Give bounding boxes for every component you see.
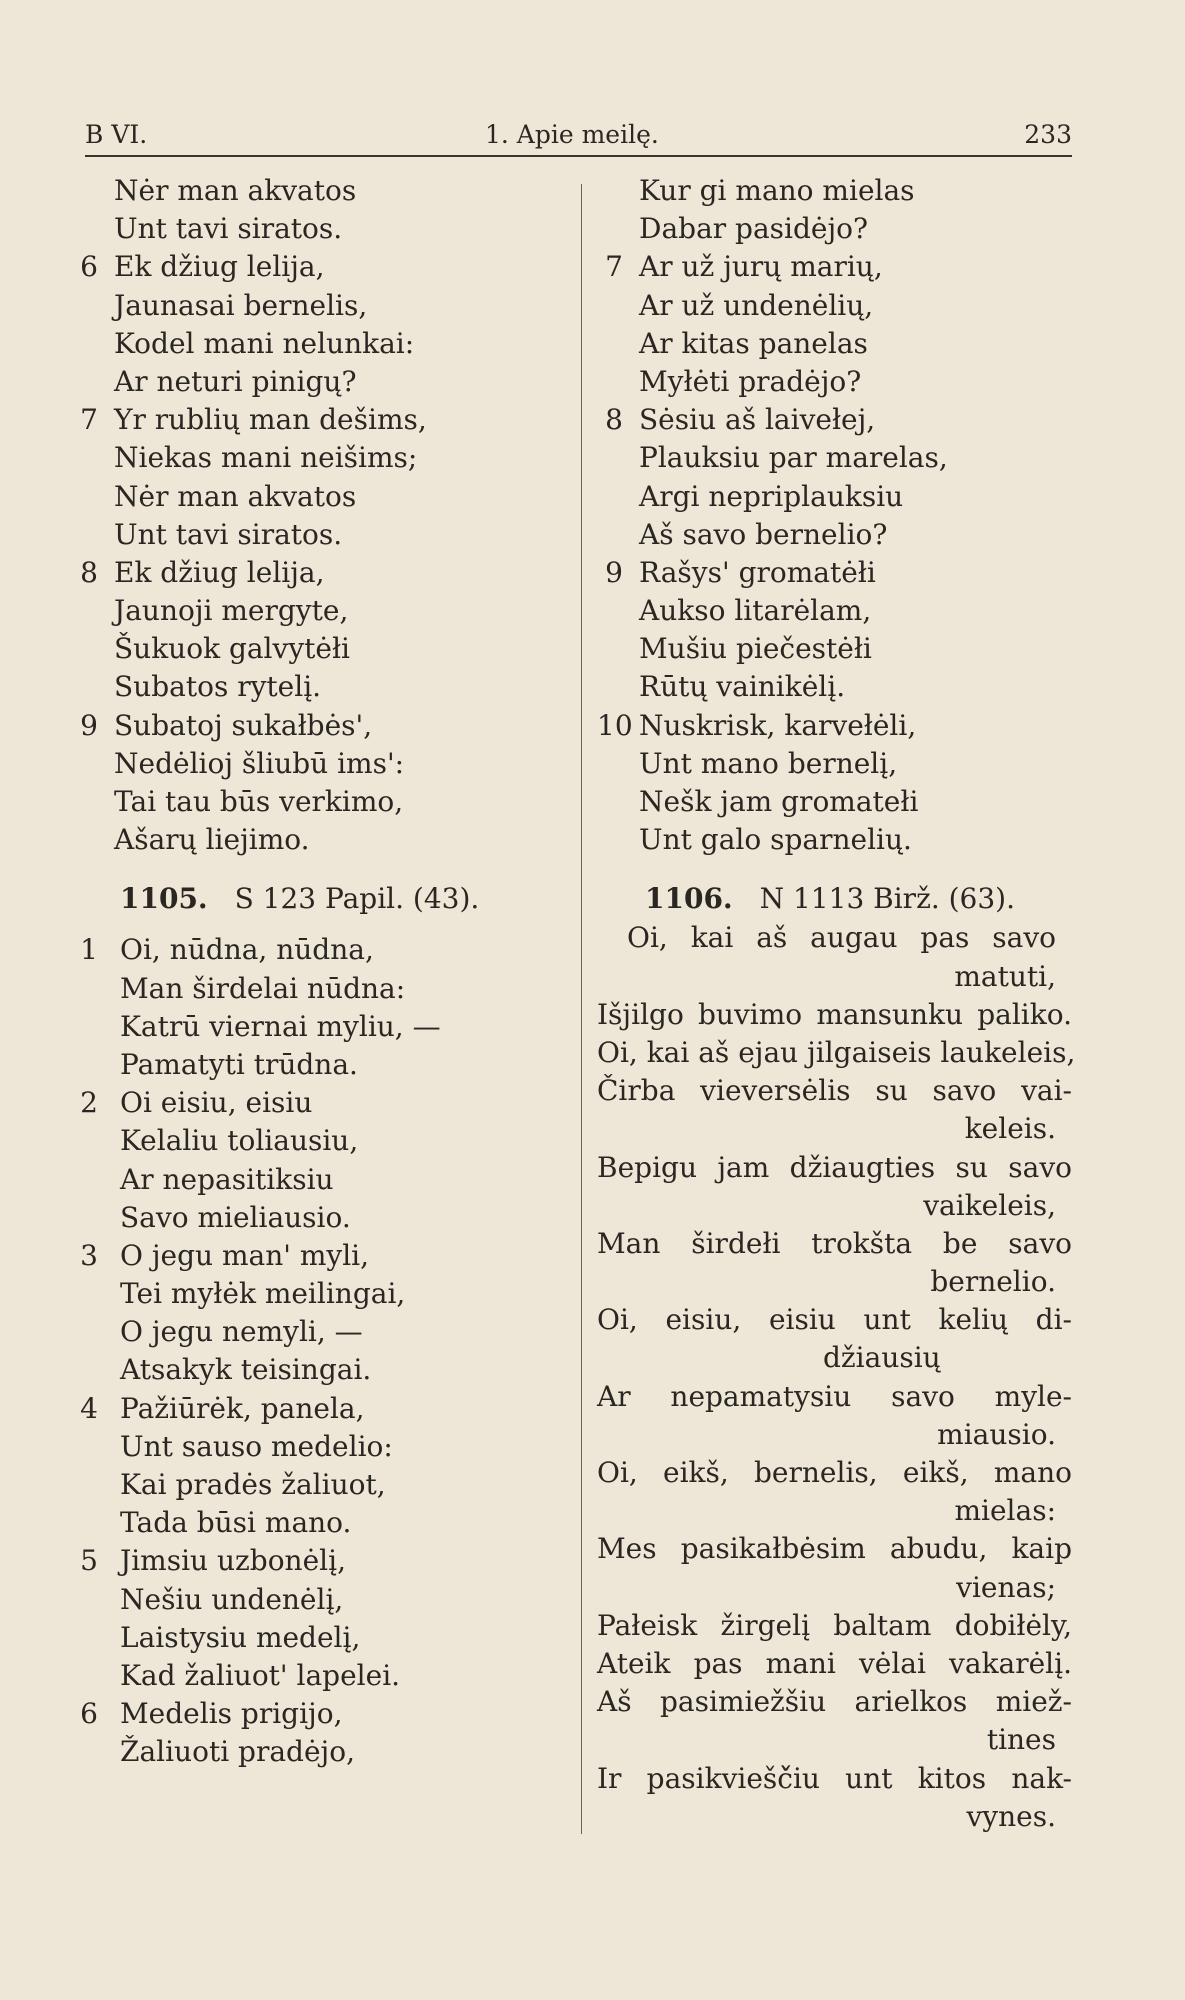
verse-line [597, 554, 1072, 592]
verse-text: Aš savo bernelio? [639, 517, 888, 551]
verse-line [72, 1275, 557, 1313]
prose-line: Oi, kai aš ejau jilgaiseis laukeleis, [597, 1035, 1076, 1069]
verse-line [72, 1161, 557, 1199]
verse-line [72, 1199, 557, 1237]
verse-line [72, 210, 557, 248]
verse-line [72, 287, 557, 325]
stanza-number: 7 [605, 250, 623, 284]
verse-line [72, 1008, 557, 1046]
verse-line [72, 1390, 557, 1428]
verse-text: Atsakyk teisingai. [120, 1353, 372, 1387]
song-1106 [597, 919, 1076, 1836]
verse-text: Subatoj sukałbės', [114, 708, 373, 742]
verse-line [597, 210, 1072, 248]
chapter-title: 1. Apie meilę. [485, 120, 659, 149]
song-1105 [72, 931, 557, 1771]
verse-line [597, 516, 1072, 554]
verse-text: Ar kitas panelas [639, 326, 868, 360]
verse-line [72, 1428, 557, 1466]
verse-text: Jimsiu uzbonėlį, [120, 1544, 346, 1578]
song-source: N 1113 Birž. (63). [759, 882, 1015, 916]
verse-line [72, 1351, 557, 1389]
header-rule [85, 155, 1072, 157]
section-label: B VI. [85, 120, 148, 149]
verse-text: Plauksiu par marelas, [639, 441, 948, 475]
prose-line: Ar nepamatysiu savo myle- [597, 1379, 1072, 1413]
verse-line [72, 1466, 557, 1504]
prose-line: Ateik pas mani vėlai vakarėlį. [597, 1646, 1072, 1680]
verse-text: Unt sauso medelio: [120, 1429, 393, 1463]
verse-line [597, 325, 1072, 363]
verse-line [72, 592, 557, 630]
verse-text: Medelis prigijo, [120, 1697, 343, 1731]
verse-text: Ašarų liejimo. [114, 823, 310, 857]
verse-line [597, 172, 1072, 210]
verse-line [72, 707, 557, 745]
page-number: 233 [1024, 120, 1072, 149]
verse-line [597, 363, 1072, 401]
verse-text: Rūtų vainikėlį. [639, 670, 846, 704]
verse-line [597, 821, 1072, 859]
prose-line: bernelio. [930, 1265, 1056, 1299]
right-column [597, 172, 1076, 1836]
prose-line: Oi, kai aš augau pas savo [627, 921, 1056, 955]
verse-line [72, 439, 557, 477]
verse-line [597, 783, 1072, 821]
prose-line: miausio. [937, 1417, 1056, 1451]
prose-line: Pałeisk žirgelį baltam dobiłėly, [597, 1608, 1072, 1642]
verse-line [72, 1122, 557, 1160]
stanza-number: 3 [80, 1238, 98, 1272]
song-1105-continuation [597, 172, 1072, 859]
verse-text: Nešk jam gromatełi [639, 785, 919, 818]
verse-text: Oi eisiu, eisiu [120, 1086, 313, 1120]
verse-text: Pažiūrėk, panela, [120, 1391, 365, 1425]
verse-line [72, 325, 557, 363]
verse-text: Oi, nūdna, nūdna, [120, 933, 374, 967]
verse-line [72, 1657, 557, 1695]
verse-text: Jaunoji mergyte, [114, 594, 349, 628]
prose-line: keleis. [964, 1112, 1056, 1146]
verse-line [72, 1695, 557, 1733]
verse-text: Šukuok galvytėłi [114, 632, 351, 666]
verse-line [72, 1619, 557, 1657]
verse-text: Niekas mani neišims; [114, 441, 418, 475]
stanza-number: 8 [80, 555, 98, 589]
verse-text: Unt mano bernelį, [639, 746, 898, 780]
verse-text: Jaunasai bernelis, [114, 288, 368, 322]
verse-line [72, 554, 557, 592]
verse-line [72, 1504, 557, 1542]
verse-line [72, 1542, 557, 1580]
verse-text: Tei myłėk meilingai, [120, 1277, 406, 1311]
prose-line: Man širdełi trokšta be savo [597, 1226, 1072, 1260]
verse-text: Rašys' gromatėłi [639, 555, 876, 589]
stanza-number: 2 [80, 1086, 98, 1120]
stanza-number: 8 [605, 403, 623, 437]
verse-line [597, 592, 1072, 630]
verse-text: Unt galo sparnelių. [639, 823, 912, 857]
stanza-number: 1 [80, 933, 98, 967]
verse-line [597, 668, 1072, 706]
verse-line [597, 745, 1072, 783]
verse-line [597, 248, 1072, 286]
song-number: 1105. [120, 882, 208, 916]
running-header [85, 120, 1072, 154]
verse-text: O jegu nemyli, — [120, 1315, 363, 1349]
verse-text: Subatos rytelį. [114, 670, 322, 704]
verse-line [72, 1581, 557, 1619]
verse-text: Kodel mani nelunkai: [114, 326, 415, 360]
verse-line [72, 745, 557, 783]
stanza-number: 5 [80, 1544, 98, 1578]
verse-text: Unt tavi siratos. [114, 212, 343, 246]
song-1104-continuation [72, 172, 557, 859]
prose-line: matuti, [954, 959, 1056, 993]
verse-text: Yr rublių man dešims, [114, 403, 427, 437]
verse-text: Unt tavi siratos. [114, 517, 343, 551]
verse-line [72, 1733, 557, 1771]
verse-text: Myłėti pradėjo? [639, 364, 862, 398]
verse-text: Mušiu piečestėłi [639, 632, 872, 666]
verse-line [72, 1237, 557, 1275]
left-column [72, 172, 557, 1772]
verse-line [72, 478, 557, 516]
verse-line [72, 821, 557, 859]
verse-line [72, 1084, 557, 1122]
verse-line [597, 707, 1072, 745]
prose-line: tines [986, 1723, 1056, 1757]
verse-text: Tada būsi mano. [120, 1506, 352, 1540]
verse-text: O jegu man' myli, [120, 1238, 370, 1272]
verse-line [72, 516, 557, 554]
verse-line [72, 401, 557, 439]
verse-line [597, 287, 1072, 325]
verse-line [72, 248, 557, 286]
verse-text: Nėr man akvatos [114, 174, 357, 207]
stanza-number: 6 [80, 250, 98, 284]
prose-line: Oi, eikš, bernelis, eikš, mano [597, 1456, 1072, 1489]
verse-text: Sėsiu aš laivełej, [639, 403, 876, 437]
stanza-number: 9 [80, 708, 98, 742]
verse-text: Žaliuoti pradėjo, [120, 1735, 355, 1769]
verse-text: Laistysiu medelį, [120, 1620, 361, 1654]
verse-text: Nėr man akvatos [114, 479, 357, 513]
verse-line [72, 172, 557, 210]
stanza-number: 9 [605, 555, 623, 589]
verse-line [597, 439, 1072, 477]
verse-text: Ar nepasitiksiu [120, 1162, 334, 1196]
stanza-number: 7 [80, 403, 98, 437]
prose-line: Oi, eisiu, eisiu unt kelių di- [597, 1303, 1072, 1337]
verse-line [597, 401, 1072, 439]
verse-text: Nedėlioj šliubū ims': [114, 746, 405, 780]
song-number: 1106. [645, 882, 733, 916]
song-heading-1106 [597, 879, 1072, 919]
stanza-number: 10 [597, 708, 633, 742]
verse-text: Katrū viernai myliu, — [120, 1009, 441, 1043]
verse-text: Ek džiug lelija, [114, 250, 325, 284]
verse-text: Aukso litarėlam, [639, 594, 872, 628]
prose-line: Ir pasikviešč̌iu unt kitos nak- [597, 1761, 1072, 1795]
verse-text: Tai tau būs verkimo, [114, 785, 404, 818]
verse-text: Kelaliu toliausiu, [120, 1124, 359, 1158]
verse-text: Savo mieliausio. [120, 1200, 351, 1234]
verse-text: Argi nepriplauksiu [639, 479, 904, 513]
stanza-number: 4 [80, 1391, 98, 1425]
verse-text: Ek džiug lelija, [114, 555, 325, 589]
prose-line: vaikeleis, [923, 1188, 1056, 1222]
prose-line: vienas; [956, 1570, 1056, 1604]
verse-text: Kai pradės žaliuot, [120, 1468, 386, 1501]
song-heading-1105 [72, 879, 557, 919]
stanza-number: 6 [80, 1697, 98, 1731]
verse-line [72, 1046, 557, 1084]
verse-text: Pamatyti trūdna. [120, 1047, 358, 1081]
prose-line: Aš pasimiežšiu arielkos miež- [597, 1685, 1072, 1719]
verse-line [72, 783, 557, 821]
verse-line [72, 630, 557, 668]
column-divider [581, 184, 582, 1834]
verse-text: Man širdelai nūdna: [120, 971, 406, 1005]
verse-text: Dabar pasidėjo? [639, 212, 869, 246]
verse-line [597, 478, 1072, 516]
prose-line: džiausių [823, 1341, 941, 1375]
verse-text: Nuskrisk, karvełėli, [639, 708, 917, 742]
verse-text: Nešiu undenėlį, [120, 1582, 344, 1616]
verse-text: Kad žaliuot' lapelei. [120, 1658, 401, 1692]
verse-line [72, 931, 557, 969]
verse-line [72, 668, 557, 706]
song-source: S 123 Papil. (43). [234, 882, 480, 916]
verse-line [597, 630, 1072, 668]
prose-line: Čirba vieversėlis su savo vai- [597, 1074, 1072, 1108]
prose-line: vynes. [966, 1799, 1056, 1833]
prose-line: Mes pasikałbėsim abudu, kaip [597, 1532, 1072, 1566]
verse-text: Ar neturi pinigų? [114, 364, 357, 398]
prose-line: Išjilgo buvimo mansunku paliko. [597, 997, 1072, 1031]
verse-text: Kur gi mano mielas [639, 174, 915, 207]
prose-line: mielas: [954, 1494, 1056, 1528]
verse-text: Ar už jurų marių, [639, 250, 883, 284]
verse-text: Ar už undenėlių, [639, 288, 874, 322]
prose-line: Bepigu jam džiaugties su savo [597, 1150, 1072, 1184]
verse-line [72, 970, 557, 1008]
verse-line [72, 363, 557, 401]
verse-line [72, 1313, 557, 1351]
